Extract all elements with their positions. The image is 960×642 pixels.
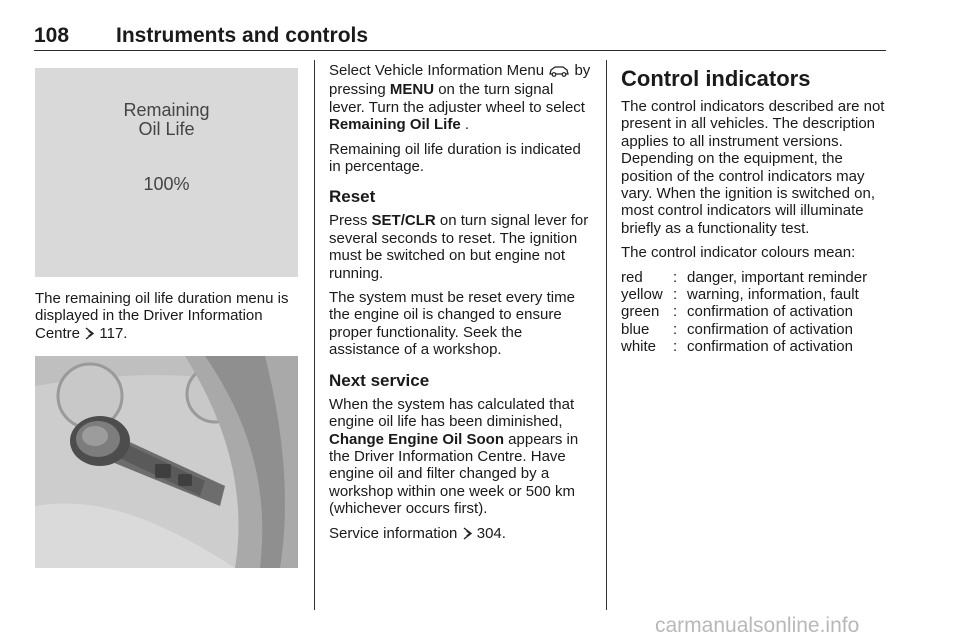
reset-heading: Reset <box>329 187 376 207</box>
vehicle-icon <box>548 64 570 81</box>
table-row: red : danger, important reminder <box>621 268 868 286</box>
control-indicators-paragraph: The control indicators described are not present in all vehicles. The description applies to all instrument versions. Depending on the equipment, the position of the control indicators may vary. When the ignition is switched on, most control indicators will illuminate briefly as a functionality test. <box>621 98 885 237</box>
right-column <box>621 62 889 356</box>
turn-signal-lever-photo <box>35 356 298 568</box>
page-header <box>34 24 886 51</box>
section-title: Instruments and controls <box>116 24 369 47</box>
column-divider <box>314 60 315 610</box>
page-reference-icon <box>462 527 473 544</box>
control-indicators-heading: Control indicators <box>621 66 811 91</box>
table-row: blue : confirmation of activation <box>621 320 853 338</box>
reset-paragraph-1: Press SET/CLR on turn signal lever for several seconds to reset. The ignition must be switched on but engine not running. <box>329 212 589 282</box>
next-service-heading: Next service <box>329 370 430 390</box>
select-menu-paragraph: Select Vehicle Information Menu by pressing MENU on the turn signal lever. Turn the adjuster wheel to select Remaining Oil Life . <box>329 62 591 134</box>
oil-life-menu-paragraph: The remaining oil life duration menu is displayed in the Driver Information Centre 117. <box>35 290 305 344</box>
table-row: yellow : warning, information, fault <box>621 286 859 304</box>
page-reference-icon <box>84 327 95 344</box>
service-info-paragraph: Service information 304. <box>329 525 593 544</box>
middle-column <box>329 62 593 551</box>
display-value: 100% <box>143 174 190 194</box>
table-row: white : confirmation of activation <box>621 338 853 356</box>
column-divider <box>606 60 607 610</box>
oil-life-display-illustration <box>35 68 298 277</box>
watermark: carmanualsonline.info <box>655 614 860 637</box>
display-title: Remaining Oil Life <box>123 100 210 139</box>
colours-intro: The control indicator colours mean: <box>621 244 856 262</box>
colour-meaning-table <box>621 269 867 356</box>
reset-paragraph-2: The system must be reset every time the engine oil is changed to ensure proper functionality. Seek the assistance of a workshop. <box>329 289 575 359</box>
duration-paragraph: Remaining oil life duration is indicated in percentage. <box>329 140 581 176</box>
next-service-paragraph: When the system has calculated that engine oil life has been diminished, Change Engine Oil Soon appears in the Driver Information Centre. Have engine oil and filter changed by a workshop within one week or 500 km (whichever occurs first). <box>329 395 579 518</box>
table-row: green : confirmation of activation <box>621 303 853 321</box>
page-number: 108 <box>34 24 70 47</box>
